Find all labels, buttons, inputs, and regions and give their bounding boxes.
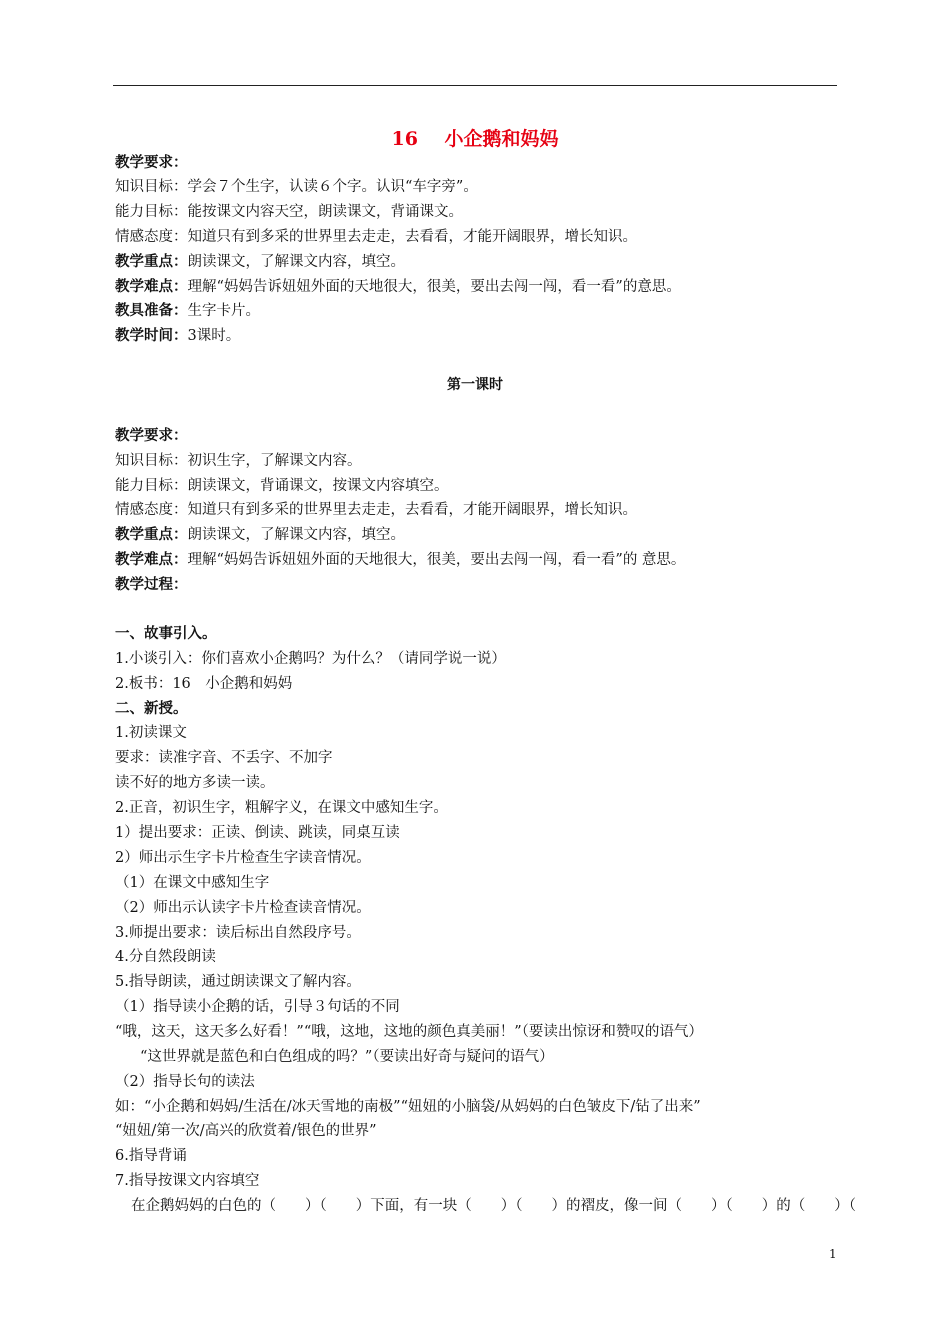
header-rule <box>113 85 837 86</box>
process-line: 1.初读课文 <box>115 725 187 741</box>
lesson-process-label: 教学过程： <box>115 576 188 593</box>
lesson-difficulty: 教学难点：理解“妈妈告诉妞妞外面的天地很大，很美，要出去闯一闯，看一看”的 意思。 <box>115 551 686 568</box>
intro-attitude-goal: 情感态度：知道只有到多采的世界里去走走，去看看，才能开阔眼界，增长知识。 <box>115 229 637 245</box>
process-line: 5.指导朗读，通过朗读课文了解内容。 <box>115 974 361 990</box>
lesson-key-point: 教学重点：朗读课文，了解课文内容，填空。 <box>115 526 405 543</box>
intro-knowledge-goal: 知识目标：学会７个生字，认读６个字。认识“车字旁”。 <box>115 179 478 195</box>
lesson-knowledge-goal: 知识目标：初识生字，了解课文内容。 <box>115 453 362 469</box>
intro-requirements-label: 教学要求： <box>115 154 188 171</box>
process-line: “这世界就是蓝色和白色组成的吗？”（要读出好奇与疑问的语气） <box>140 1049 554 1065</box>
lesson-ability-goal: 能力目标：朗读课文，背诵课文，按课文内容填空。 <box>115 478 449 494</box>
process-line: “哦，这天，这天多么好看！”“哦，这地，这地的颜色真美丽！”（要读出惊讶和赞叹的语气） <box>115 1024 703 1040</box>
intro-key-point: 教学重点：朗读课文，了解课文内容，填空。 <box>115 253 405 270</box>
lesson-attitude-goal: 情感态度：知道只有到多采的世界里去走走，去看看，才能开阔眼界，增长知识。 <box>115 502 637 518</box>
page-number: 1 <box>829 1247 837 1261</box>
process-line: 如：“小企鹅和妈妈/生活在/冰天雪地的南极”“妞妞的小脑袋/从妈妈的白色皱皮下/钻了出来” <box>115 1099 701 1115</box>
process-line: （1）在课文中感知生字 <box>115 875 270 891</box>
intro-teaching-time: 教学时间：3课时。 <box>115 327 241 344</box>
process-line: （2）指导长句的读法 <box>115 1074 255 1090</box>
process-line: （2）师出示认读字卡片检查读音情况。 <box>115 900 371 916</box>
process-line: （1）指导读小企鹅的话，引导３句话的不同 <box>115 999 400 1015</box>
process-line: 7.指导按课文内容填空 <box>115 1173 260 1189</box>
section-one-item-2: 2.板书：16 小企鹅和妈妈 <box>115 676 293 692</box>
section-two-title: 二、新授。 <box>115 700 188 717</box>
process-line: 2）师出示生字卡片检查生字读音情况。 <box>115 850 371 866</box>
process-line: 4.分自然段朗读 <box>115 949 216 965</box>
intro-difficulty: 教学难点：理解“妈妈告诉妞妞外面的天地很大，很美，要出去闯一闯，看一看”的意思。 <box>115 278 681 295</box>
page-title: 16 小企鹅和妈妈 <box>391 128 559 150</box>
intro-ability-goal: 能力目标：能按课文内容天空，朗读课文，背诵课文。 <box>115 204 463 220</box>
process-line: 6.指导背诵 <box>115 1148 187 1164</box>
intro-teaching-tools: 教具准备：生字卡片。 <box>115 302 260 319</box>
lesson-requirements-label: 教学要求： <box>115 427 188 444</box>
section-one-item-1: 1.小谈引入：你们喜欢小企鹅吗？为什么？（请同学说一说） <box>115 651 506 667</box>
process-line: 2.正音，初识生字，粗解字义，在课文中感知生字。 <box>115 800 448 816</box>
process-line: 3.师提出要求：读后标出自然段序号。 <box>115 925 361 941</box>
lesson-one-heading: 第一课时 <box>447 377 503 393</box>
section-one-title: 一、故事引入。 <box>115 625 217 642</box>
process-line: “妞妞/第一次/高兴的欣赏着/银色的世界” <box>115 1123 377 1139</box>
process-line: 读不好的地方多读一读。 <box>115 775 275 791</box>
fill-in-blank-line: 在企鹅妈妈的白色的（ ）（ ）下面，有一块（ ）（ ）的褶皮，像一间（ ）（ ）的（ ）（ <box>131 1198 856 1214</box>
process-line: 要求：读准字音、不丢字、不加字 <box>115 750 333 766</box>
process-line: 1）提出要求：正读、倒读、跳读，同桌互读 <box>115 825 400 841</box>
